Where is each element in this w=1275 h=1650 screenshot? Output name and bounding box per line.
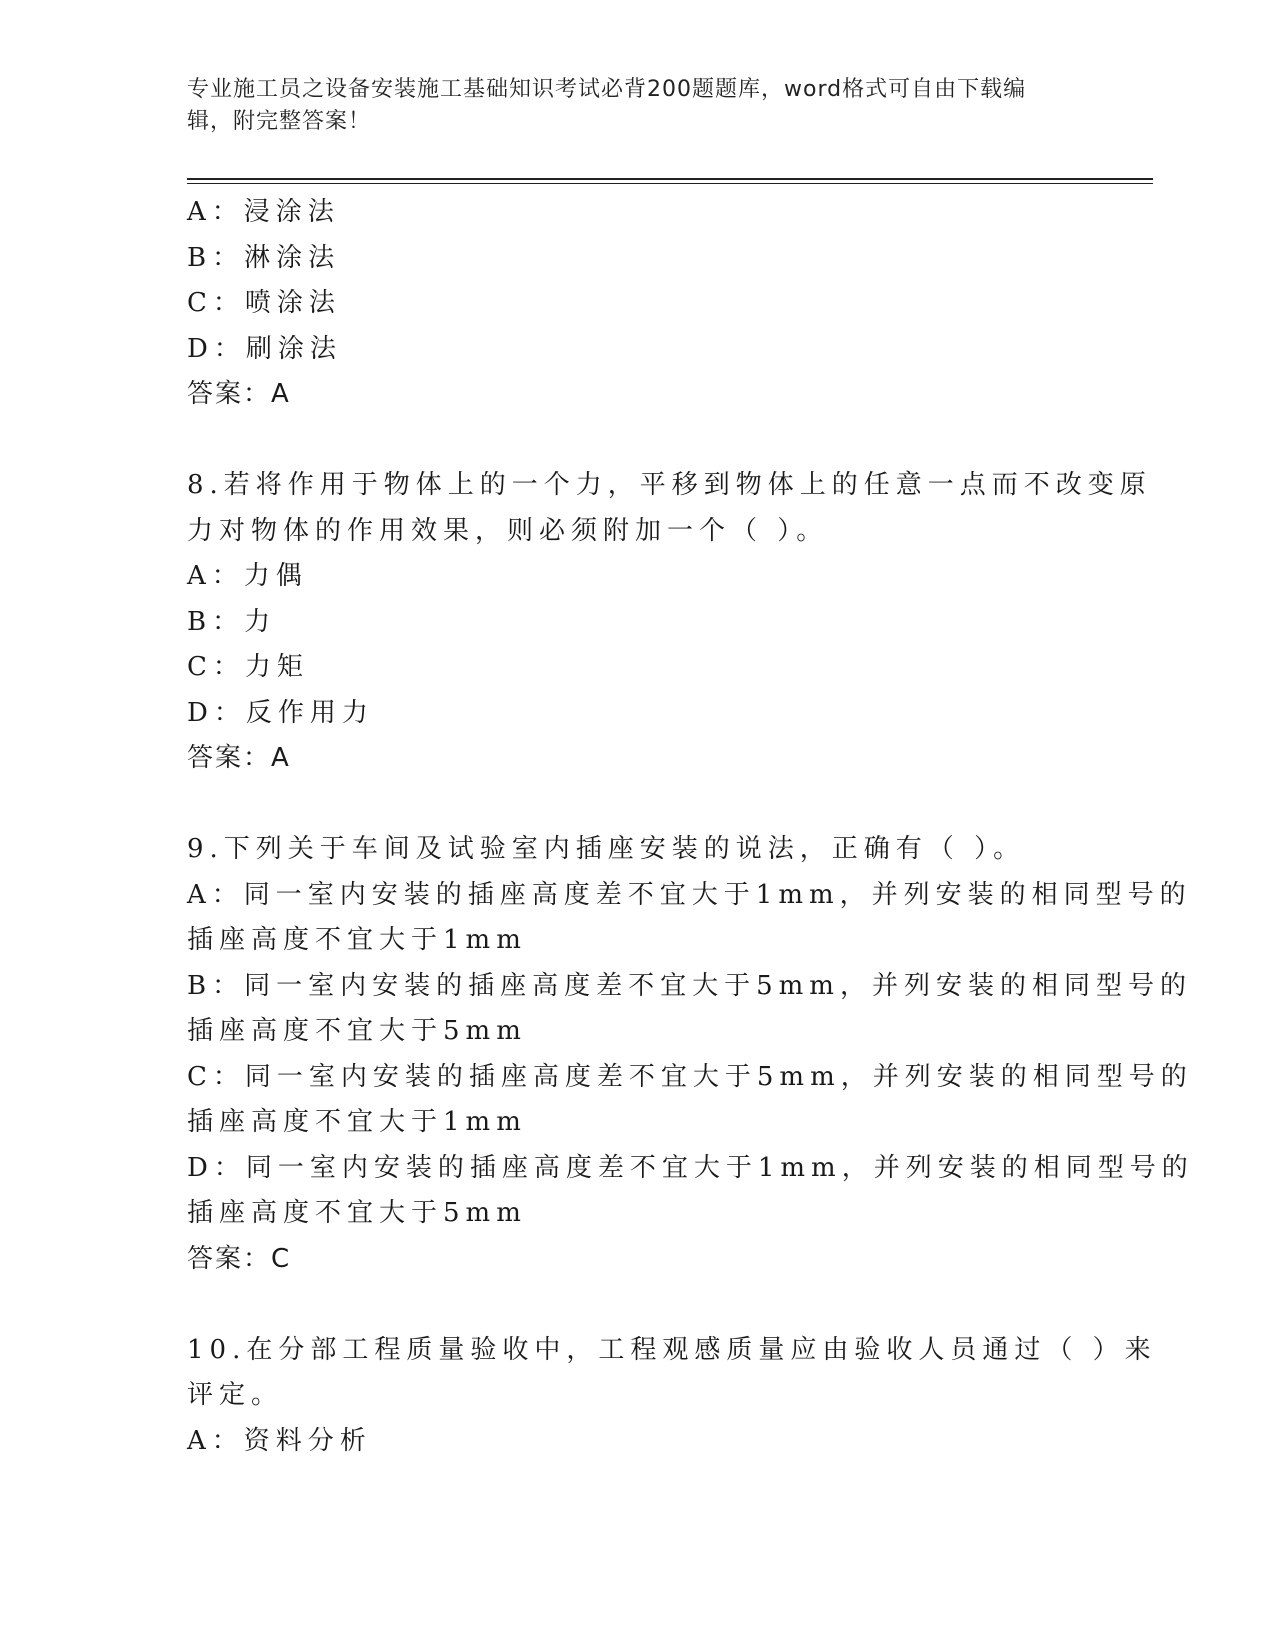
header-rule-thin [187,183,1153,184]
option-c-cont: 插座高度不宜大于1mm [187,1107,527,1137]
spacer [187,782,1067,828]
question-9 [187,827,1194,1282]
option-a: A：资料分析 [187,1425,372,1456]
header-rule-thick [187,178,1153,180]
answer: 答案：C [187,1243,292,1274]
question-8 [187,463,1152,782]
question-text-cont: 评定。 [187,1380,284,1410]
option-d-cont: 插座高度不宜大于5mm [187,1198,527,1228]
question-10 [187,1328,1157,1465]
option-d: D：反作用力 [187,697,374,728]
question-7 [187,190,1067,418]
option-b: B：力 [187,606,277,637]
option-c: C：喷涂法 [187,288,341,318]
option-a: A：浸涂法 [187,197,340,227]
option-a: A：同一室内安装的插座高度差不宜大于1mm，并列安装的相同型号的 [187,879,1192,910]
option-a-cont: 插座高度不宜大于1mm [187,925,527,955]
question-text: 10.在分部工程质量验收中，工程观感质量应由验收人员通过（ ）来 [187,1334,1157,1365]
document-header: 专业施工员之设备安装施工基础知识考试必背200题题库，word格式可自由下载编辑，附完整答案！ [187,77,1027,134]
option-d: D：刷涂法 [187,333,342,364]
spacer [187,1282,1067,1328]
answer: 答案：A [187,743,291,773]
option-a: A：力偶 [187,561,308,591]
spacer [187,418,1067,464]
option-b: B：淋涂法 [187,242,341,273]
option-b: B：同一室内安装的插座高度差不宜大于5mm，并列安装的相同型号的 [187,970,1192,1001]
option-c: C：同一室内安装的插座高度差不宜大于5mm，并列安装的相同型号的 [187,1061,1193,1092]
question-text: 9.下列关于车间及试验室内插座安装的说法，正确有（ ）。 [187,834,1026,864]
question-text: 8.若将作用于物体上的一个力，平移到物体上的任意一点而不改变原 [187,470,1152,500]
option-b-cont: 插座高度不宜大于5mm [187,1016,527,1046]
question-text-cont: 力对物体的作用效果，则必须附加一个（ ）。 [187,515,829,546]
option-d: D：同一室内安装的插座高度差不宜大于1mm，并列安装的相同型号的 [187,1152,1194,1183]
question-content [187,190,1194,1464]
answer: 答案：A [187,379,291,409]
option-c: C：力矩 [187,652,309,682]
